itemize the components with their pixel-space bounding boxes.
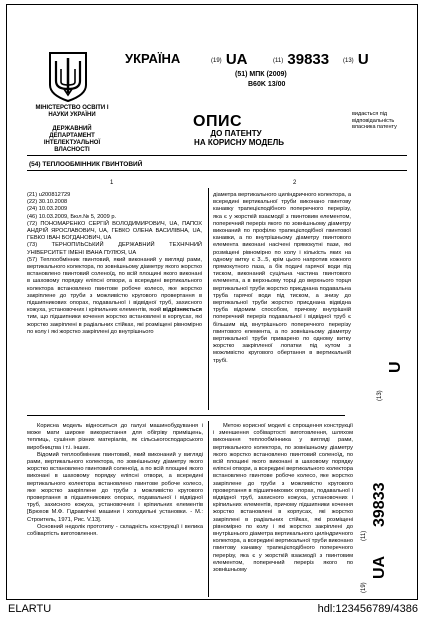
ministry-name: МІНІСТЕРСТВО ОСВІТИ І НАУКИ УКРАЇНИ — [35, 105, 109, 118]
description-right-column — [213, 423, 353, 597]
side-code-11: (11) — [361, 530, 367, 541]
code-13: (13) — [343, 58, 354, 64]
claim-characterizing-word: відрізняється — [162, 307, 202, 314]
middle-divider — [27, 415, 345, 416]
column-divider-upper — [208, 188, 209, 410]
biblio-72: (72) ПОНОМАРЕНКО СЕРГІЙ ВОЛОДИМИРОВИЧ, UA, ПАПОХ АНДРІЙ ЯРОСЛАВОВИЧ, UA, ГЕВКО ОЛЕНА ВАСИЛІВНА, UA, ГЕВКО ІВАН БОГДАНОВИЧ, UA — [27, 220, 202, 242]
description-paragraph-1: Корисна модель відноситься до галузі машинобудування і може мати широке використання для обігріву приміщень, теплиць, сушіння різних матеріалів, як сільськогосподарського виробництва і т.і. інших. — [27, 423, 203, 451]
coat-of-arms-emblem — [45, 49, 91, 103]
footer-handle: hdl:123456789/4386 — [317, 603, 418, 615]
description-paragraph-3: Основний недолік прототипу - складність конструкції і велика собівартість виготовлення. — [27, 523, 203, 538]
biblio-46: (46) 10.03.2009, Бюл.№ 5, 2009 р. — [27, 213, 117, 220]
side-kind-code: U — [387, 361, 404, 373]
description-paragraph-4: Метою корисної моделі є спрощення конструкції і зменшення собівартості виготовлення, шляхом виконання теплообмінника у вигляді рами, вертикального колектора, по зовнішньому діаметру якого жорстко встановлено гвинтовий соленоїд, по всій площині якого виконані в шаховому порядку еліпсні отвори, а всередині вертикального колектора встановлено гвинтове робоче колесо, яке жорстко закріплене до труби з можливістю кругового провертання в підшипникових опорах, подавальної і відвідної труб, захисного кожуха, установочних і кріпильних елементів, причому підшипники кочення жорстко встановлені в корпусах, які жорстко закріплені в радіальних стійках, які розміщені рівномірно по колу і які жорстко закріплені до внутрішнього діаметра вертикального циліндричного колектора, а всередині вертикальної труби виконано гвинтову канавку трапецієподібного поперечного перерізу, яка є у жорсткій взаємодії з гвинтовим елементом, поперечний переріз якого по зовнішньому — [213, 423, 353, 574]
biblio-22: (22) 30.10.2008 — [27, 199, 68, 206]
description-paragraph-2: Відомий теплообмінник гвинтовий, який виконаний у вигляді рами, вертикального колектора, по зовнішньому діаметру якого жорстко встановлено гвинтовий соленоїд, а по всій площині якого виконані в шаховому порядку еліпсні отвори, а всередині вертикального колектора встановлено гвинтове робоче колесо, яке жорстко закріплене до труби з можливістю кругового провертання в підшипникових опорах, подавальної і відвідної труб, захисного кожуха, установочних і кріпильних елементів [Брюхов М.Ф. Гідравлічні машини і холодильні установки. - М.: Строитель, 1971, Рис. V.13]. — [27, 451, 203, 523]
patent-number: 39833 — [287, 51, 330, 68]
biblio-73: (73) ТЕРНОПІЛЬСЬКИЙ ДЕРЖАВНИЙ ТЕХНІЧНИЙ УНІВЕРСИТЕТ ІМЕНІ ІВАНА ПУЛЮЯ, UA — [27, 242, 202, 256]
side-code-19: (19) — [361, 582, 367, 593]
department-name: ДЕРЖАВНИЙ ДЕПАРТАМЕНТ ІНТЕЛЕКТУАЛЬНОЇ ВЛАСНОСТІ — [43, 126, 101, 153]
ipc-class: B60K 13/00 — [248, 81, 286, 88]
kind-code: U — [357, 51, 369, 68]
side-kind-code-block — [365, 343, 415, 403]
country-name: УКРАЇНА — [125, 51, 181, 66]
country-code-group — [211, 51, 248, 68]
side-patent-number: 39833 — [371, 482, 388, 527]
patent-number-group — [273, 51, 329, 68]
claim-paragraph — [27, 257, 202, 336]
side-country-code: UA — [371, 555, 388, 579]
header-divider — [27, 155, 407, 156]
code-11: (11) — [273, 58, 284, 64]
claim-text: Теплообмінник гвинтовий, який виконаний у вигляді рами, вертикального колектора, по зовнішньому діаметру якого жорстко встановлено гвинтовий соленоїд, по всій площині якого виконані в шаховому порядку еліпсні отвори, а всередині вертикального колектора встановлено гвинтове робоче колесо, яке жорстко закріплене до труби з можливістю кругового провертання в підшипникових опорах, подавальної і відвідної труб, захисного кожуха, установочних і кріпильних елементів, який відрізняється тим, що підшипники кочення жорстко встановлені в корпусах, які жорстко закріплені в радіальних стійках, які розміщені рівномірно по колу і які жорстко закріплені до внутрішнього — [27, 256, 202, 335]
column-divider-lower — [208, 421, 209, 597]
column-number-2: 2 — [293, 180, 297, 186]
document-subtitle-line2: НА КОРИСНУ МОДЕЛЬ — [194, 138, 284, 147]
document-subtitle-line1: ДО ПАТЕНТУ — [210, 129, 262, 138]
claim-continuation-column — [213, 192, 351, 410]
issued-note: видається під відповідальність власника патенту — [352, 111, 397, 130]
description-left-column — [27, 423, 203, 538]
side-code-13: (13) — [377, 390, 383, 401]
bibliographic-column — [27, 192, 202, 336]
publication-identifier — [211, 51, 391, 69]
kind-code-group — [343, 51, 369, 68]
claim-continuation: діаметра вертикального циліндричного колектора, а всередині вертикальної труби виконано гвинтову канавку трапецієподібного поперечного перерізу, яка є у жорсткій взаємодії з гвинтовим елементом, поперечний переріз якого по зовнішньому діаметру виконаний по профілю трапецієподібної гвинтової канавки, а по внутрішньому діаметру гвинтового елемента виконані насічені прямокутні пази, які розміщені рівномірно по колу і кількість яких на одному витку є 3...5, крім цього напротив кожного прямокутного паза, а бік подачі гарячої води під тиском, виконаний суцільна частина гвинтового елемента, а в верхньому торці до верхнього торця вертикальної труби жорстко приєднана подавальна труба гарячої води під тиском, а знизу до вертикальної труби жорстко приєднана відвідна труба відомим способом, причому внутрішній поперечний переріз подавальної і відвідної труб є більшим від внутрішнього поперечного перерізу гвинтового елемента, а по зовнішньому діаметру вертикальної труби приварено по одному витку жорстко закріпленої лопатки під кутом з можливістю кругового обертання в вертикальній трубі. — [213, 192, 351, 364]
side-publication-block — [347, 445, 417, 595]
biblio-21: (21) u200812729 — [27, 192, 71, 198]
footer-repository-name: ELARTU — [8, 603, 52, 615]
invention-title: (54) ТЕПЛООБМІННИК ГВИНТОВИЙ — [29, 161, 143, 168]
document-page — [6, 4, 418, 600]
ipc-version: (51) МПК (2009) — [235, 71, 287, 78]
document-title: ОПИС — [193, 113, 242, 130]
column-number-1: 1 — [110, 180, 114, 186]
code-19: (19) — [211, 58, 222, 64]
title-divider — [27, 170, 407, 171]
biblio-24: (24) 10.03.2009 — [27, 206, 68, 213]
claim-label: (57) — [27, 256, 38, 263]
country-code: UA — [225, 51, 248, 68]
